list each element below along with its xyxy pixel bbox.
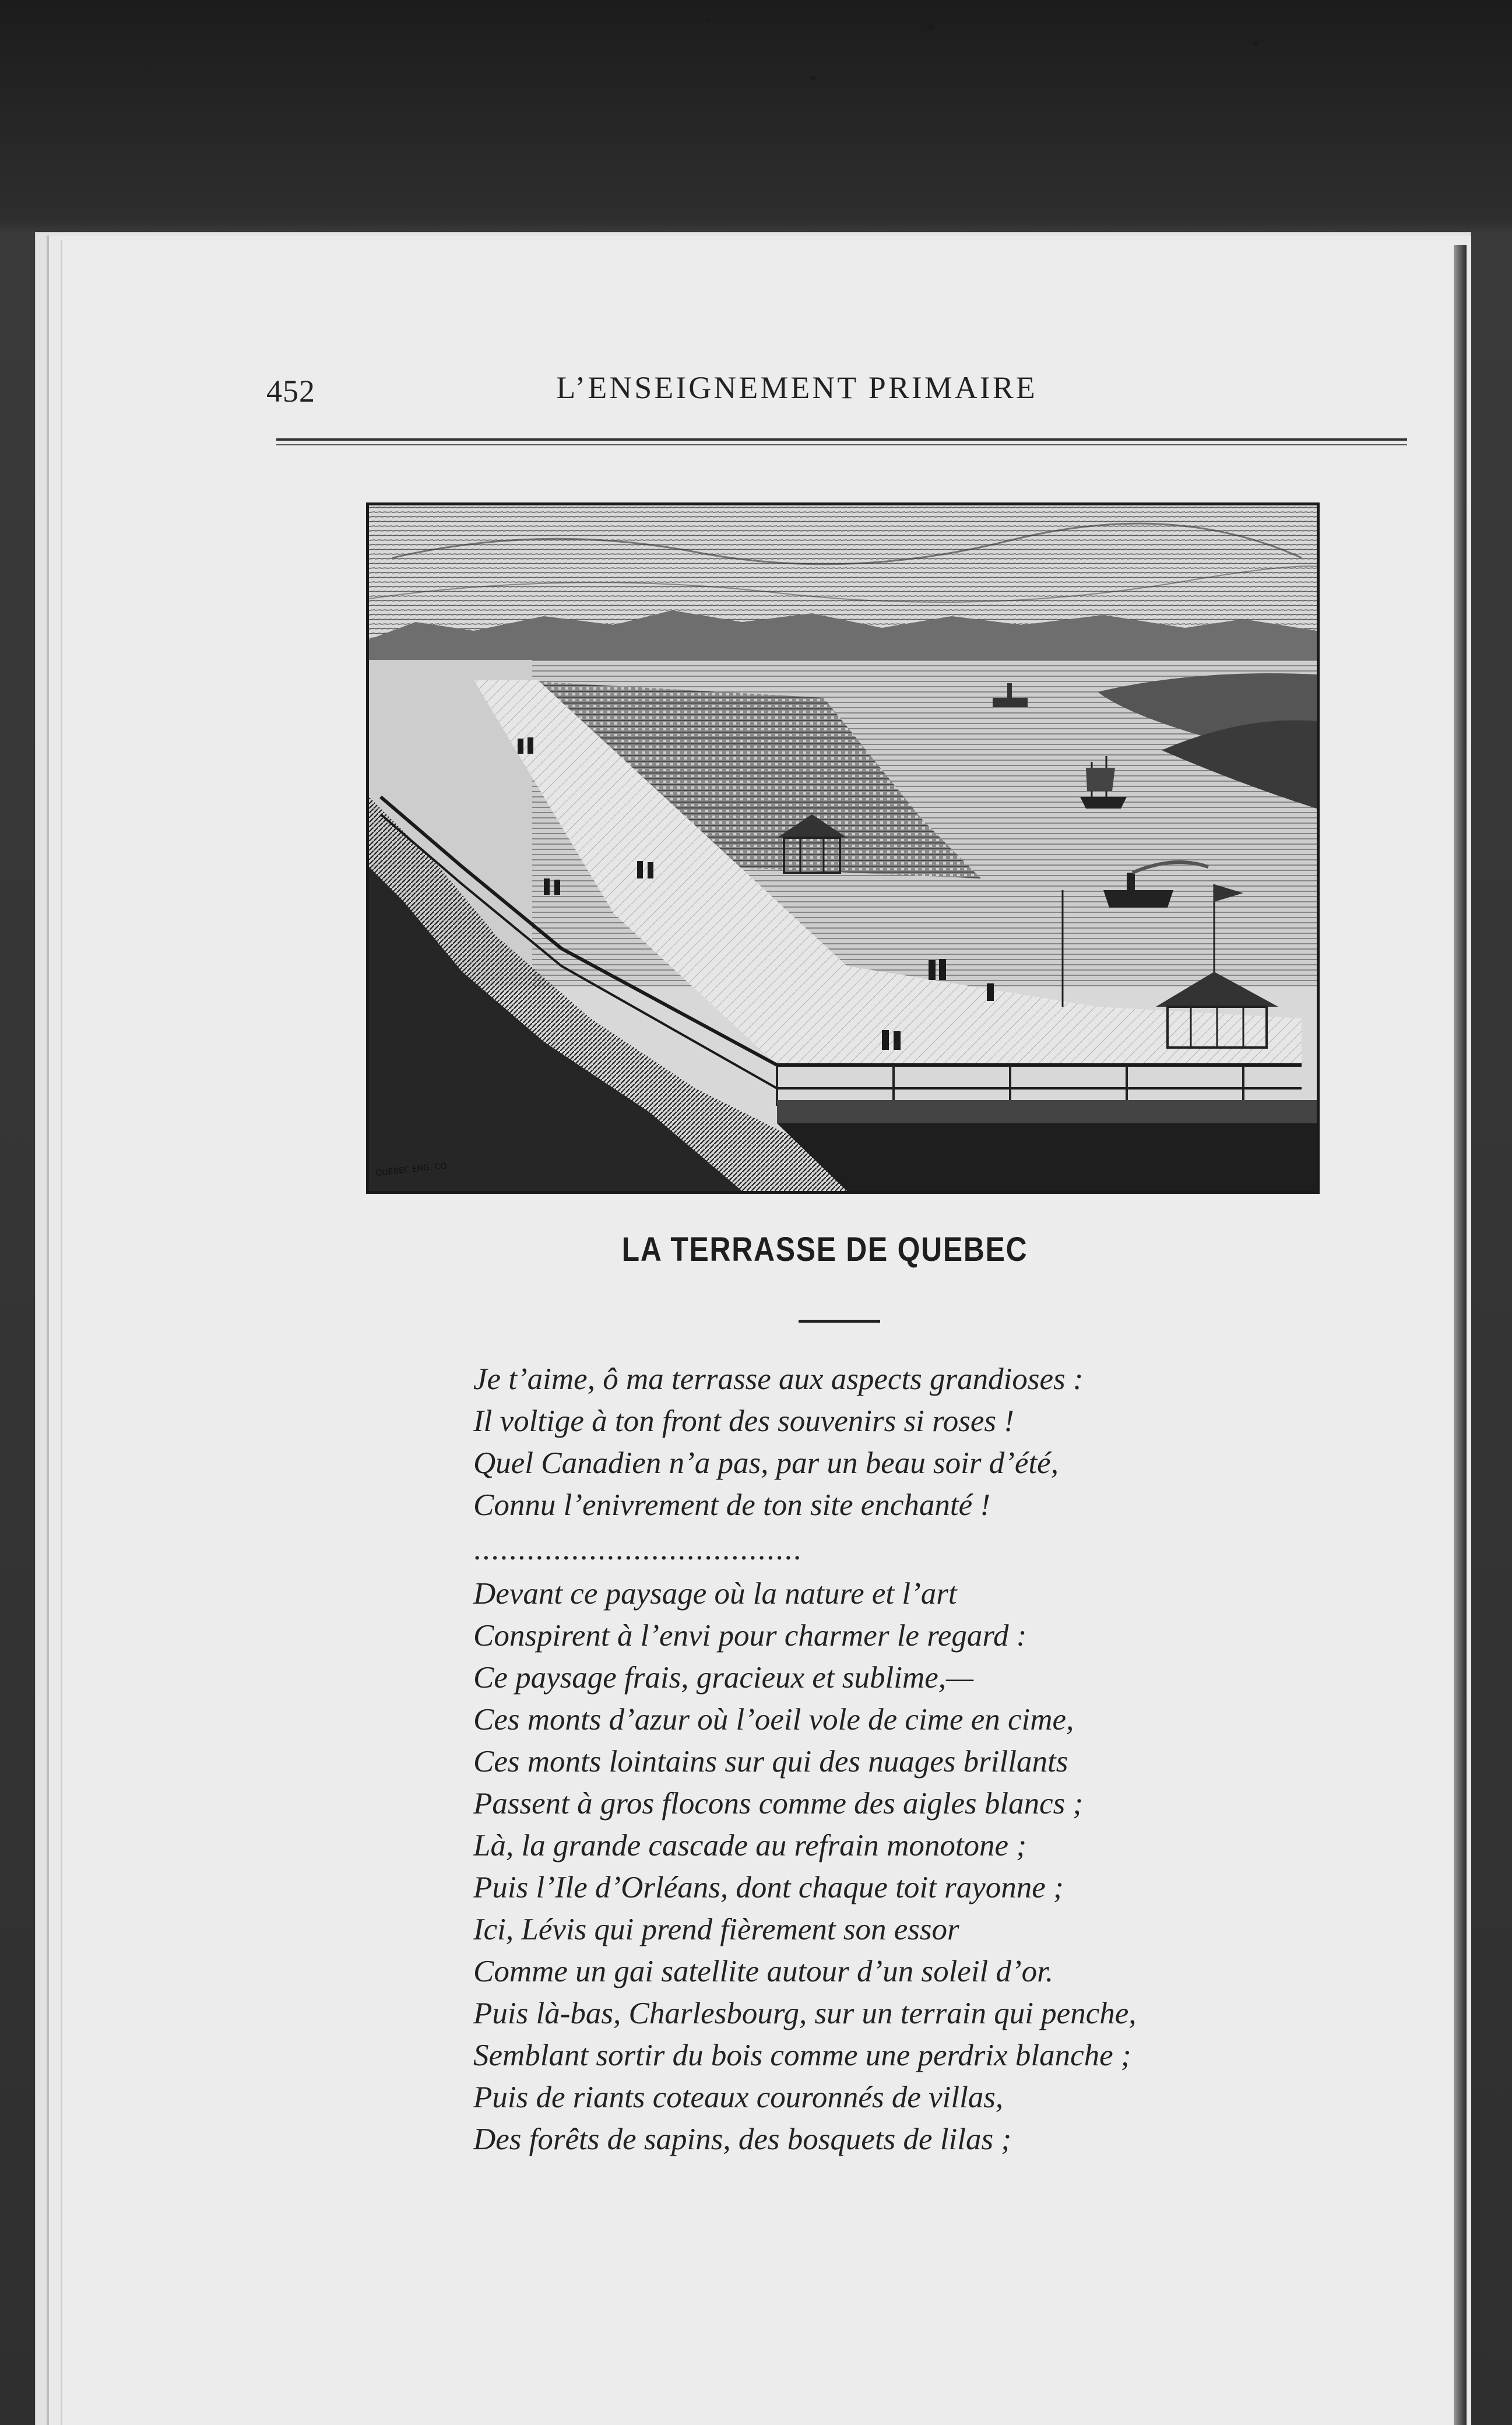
svg-text:QUEBEC ENG. CO.: QUEBEC ENG. CO.: [375, 1161, 450, 1178]
poem-line: Des forêts de sapins, des bosquets de lilas ;: [473, 2122, 1012, 2156]
dust-speck: [927, 23, 935, 29]
engraving-drawing: [369, 505, 1317, 1191]
terrace-engraving: [366, 502, 1320, 1194]
poem-line: Puis de riants coteaux couronnés de villas,: [473, 2080, 1004, 2114]
header-rule: [276, 438, 1407, 445]
poem-line: Passent à gros flocons comme des aigles blancs ;: [473, 1787, 1084, 1820]
dust-speck: [1253, 41, 1258, 45]
poem-line: Quel Canadien n’a pas, par un beau soir d’été,: [473, 1446, 1059, 1480]
poem-line: Semblant sortir du bois comme une perdrix blanche ;: [473, 2039, 1131, 2072]
poem-line: Connu l’enivrement de ton site enchanté !: [473, 1488, 990, 1522]
page-edge-shadow: [1454, 245, 1467, 2425]
poem-line: Conspirent à l’envi pour charmer le regard :: [473, 1619, 1027, 1653]
title-rule: [799, 1320, 880, 1323]
dust-speck: [810, 76, 816, 80]
poem-line: Je t’aime, ô ma terrasse aux aspects grandioses :: [473, 1362, 1084, 1396]
poem-line: Ces monts lointains sur qui des nuages brillants: [473, 1745, 1068, 1779]
poem-line: Là, la grande cascade au refrain monotone ;: [473, 1829, 1026, 1862]
poem-line: Devant ce paysage où la nature et l’art: [473, 1577, 957, 1611]
poem: [473, 1358, 1289, 2160]
journal-title: L’ENSEIGNEMENT PRIMAIRE: [556, 370, 1038, 405]
poem-line: Puis l’Ile d’Orléans, dont chaque toit rayonne ;: [473, 1871, 1064, 1904]
poem-line: Il voltige à ton front des souvenirs si roses !: [473, 1404, 1014, 1438]
poem-line: Ce paysage frais, gracieux et sublime,—: [473, 1661, 974, 1695]
poem-line: Ici, Lévis qui prend fièrement son essor: [473, 1913, 959, 1946]
running-head: [205, 361, 1406, 420]
dust-speck: [705, 17, 710, 21]
poem-line: Ces monts d’azur où l’oeil vole de cime en cime,: [473, 1703, 1074, 1737]
poem-line: Puis là-bas, Charlesbourg, sur un terrain qui penche,: [473, 1997, 1137, 2030]
section-title: LA TERRASSE DE QUEBEC: [621, 1231, 1028, 1268]
stanza-separator: .....................................: [473, 1533, 803, 1566]
page-number: 452: [266, 374, 315, 409]
poem-line: Comme un gai satellite autour d’un soleil d’or.: [473, 1955, 1054, 1988]
